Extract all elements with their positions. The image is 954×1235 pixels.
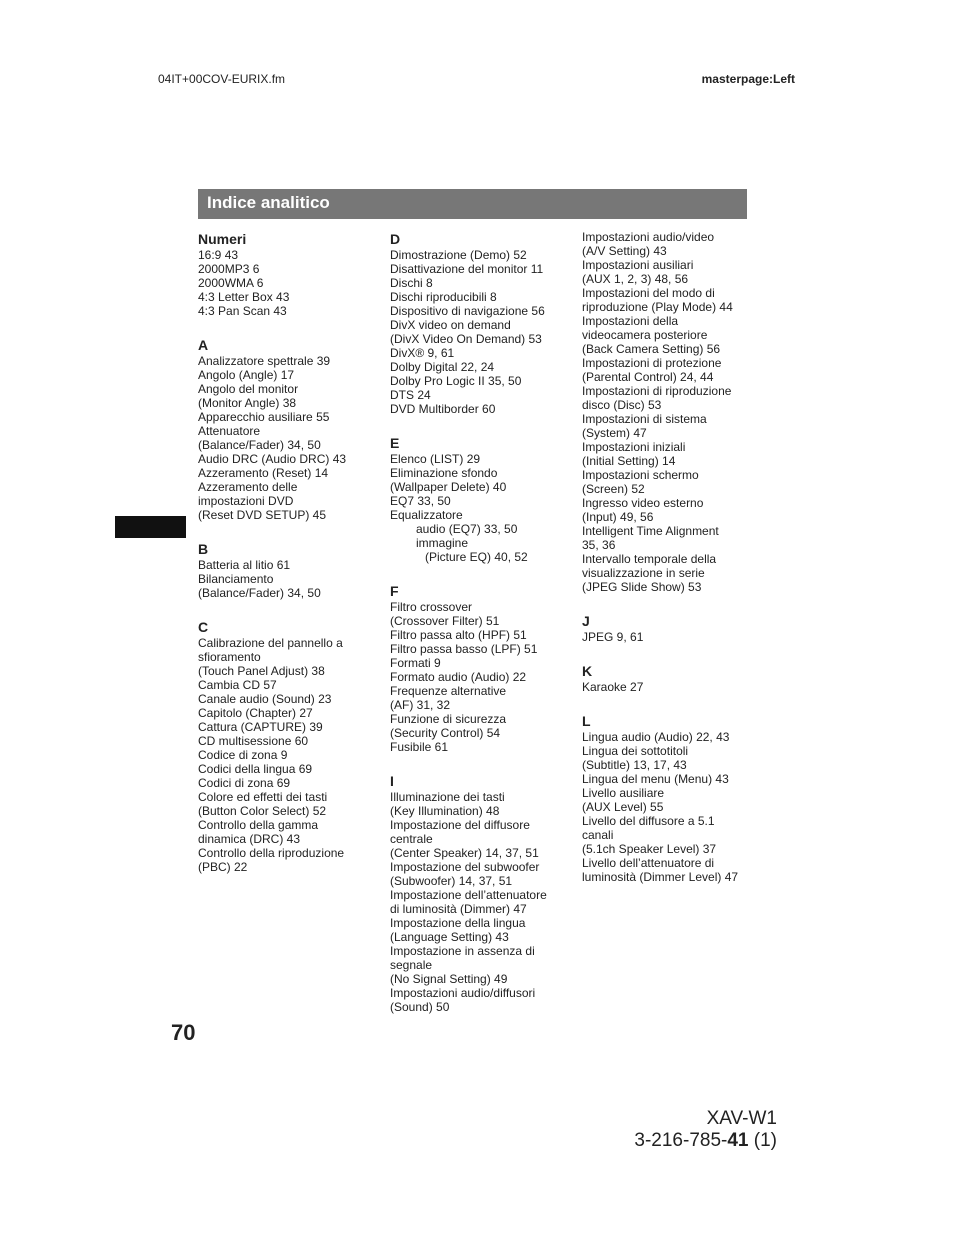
- index-entry: (Subwoofer) 14, 37, 51: [390, 874, 513, 888]
- index-entry: Apparecchio ausiliare 55: [198, 410, 330, 424]
- index-entry: (PBC) 22: [198, 860, 248, 874]
- index-section: [390, 582, 565, 754]
- index-entry: Impostazione dell’attenuatore: [390, 888, 547, 902]
- index-entry: segnale: [390, 958, 433, 972]
- index-entry: Lingua dei sottotitoli: [582, 744, 689, 758]
- index-entry: (Reset DVD SETUP) 45: [198, 508, 327, 522]
- index-entry: (System) 47: [582, 426, 647, 440]
- index-letter-heading: E: [390, 435, 400, 451]
- index-entry: Impostazioni di sistema: [582, 412, 707, 426]
- index-entry: canali: [582, 828, 614, 842]
- index-entry: (Center Speaker) 14, 37, 51: [390, 846, 539, 860]
- model-name: XAV-W1: [706, 1108, 777, 1129]
- index-entry: Filtro passa basso (LPF) 51: [390, 642, 538, 656]
- index-entry: Filtro crossover: [390, 600, 473, 614]
- section-title: Indice analitico: [207, 193, 330, 212]
- index-entry: Equalizzatore: [390, 508, 463, 522]
- file-name: 04IT+00COV-EURIX.fm: [158, 72, 286, 86]
- index-entry: (Sound) 50: [390, 1000, 450, 1014]
- index-section: [390, 772, 565, 1014]
- index-entry: Impostazione della lingua: [390, 916, 526, 930]
- index-entry: Impostazioni audio/video: [582, 230, 715, 244]
- index-entry: Colore ed effetti dei tasti: [198, 790, 328, 804]
- index-entry: Intervallo temporale della: [582, 552, 717, 566]
- index-section: [198, 230, 373, 318]
- index-entry: Disattivazione del monitor 11: [390, 262, 544, 276]
- index-entry: DivX video on demand: [390, 318, 511, 332]
- index-entry: Dispositivo di navigazione 56: [390, 304, 545, 318]
- index-entry: Angolo del monitor: [198, 382, 299, 396]
- index-entry: (Key Illumination) 48: [390, 804, 500, 818]
- index-entry: (Input) 49, 56: [582, 510, 654, 524]
- index-entry: (Monitor Angle) 38: [198, 396, 297, 410]
- index-entry: Impostazione in assenza di: [390, 944, 535, 958]
- index-entry: (5.1ch Speaker Level) 37: [582, 842, 717, 856]
- index-entry: Impostazioni iniziali: [582, 440, 686, 454]
- index-letter-heading: I: [390, 773, 394, 789]
- index-entry: (Crossover Filter) 51: [390, 614, 500, 628]
- index-entry: Codici di zona 69: [198, 776, 291, 790]
- index-entry: (AF) 31, 32: [390, 698, 451, 712]
- index-entry: Impostazioni ausiliari: [582, 258, 694, 272]
- index-entry: (Initial Setting) 14: [582, 454, 676, 468]
- index-entry: CD multisessione 60: [198, 734, 309, 748]
- index-section: [198, 618, 373, 874]
- index-letter-heading: D: [390, 231, 401, 247]
- index-entry: Eliminazione sfondo: [390, 466, 498, 480]
- index-entry: (AUX Level) 55: [582, 800, 664, 814]
- index-entry: (Button Color Select) 52: [198, 804, 327, 818]
- index-entry: Intelligent Time Alignment: [582, 524, 719, 538]
- index-entry: (Parental Control) 24, 44: [582, 370, 714, 384]
- index-entry: Bilanciamento: [198, 572, 274, 586]
- index-entry: 4:3 Pan Scan 43: [198, 304, 287, 318]
- index-entry: (DivX Video On Demand) 53: [390, 332, 542, 346]
- index-entry: (Balance/Fader) 34, 50: [198, 586, 321, 600]
- model-code-prefix: 3-216-785-: [634, 1130, 728, 1151]
- index-section: [390, 434, 565, 564]
- index-entry: Codice di zona 9: [198, 748, 288, 762]
- index-entry: (Back Camera Setting) 56: [582, 342, 721, 356]
- index-entry: (Security Control) 54: [390, 726, 501, 740]
- index-entry: impostazioni DVD: [198, 494, 294, 508]
- model-code-bold: 41: [727, 1130, 749, 1151]
- index-letter-heading: A: [198, 337, 209, 353]
- index-entry: Impostazioni schermo: [582, 468, 699, 482]
- index-entry: (AUX 1, 2, 3) 48, 56: [582, 272, 689, 286]
- index-entry: Karaoke 27: [582, 680, 644, 694]
- index-entry: immagine: [416, 536, 469, 550]
- index-entry: (Picture EQ) 40, 52: [425, 550, 528, 564]
- index-entry: (Language Setting) 43: [390, 930, 509, 944]
- index-letter-heading: J: [582, 613, 590, 629]
- index-entry: Formati 9: [390, 656, 441, 670]
- index-entry: di luminosità (Dimmer) 47: [390, 902, 527, 916]
- index-entry: DVD Multiborder 60: [390, 402, 496, 416]
- index-entry: Impostazione del diffusore: [390, 818, 530, 832]
- index-entry: sfioramento: [198, 650, 261, 664]
- index-entry: Capitolo (Chapter) 27: [198, 706, 313, 720]
- index-entry: Impostazioni del modo di: [582, 286, 715, 300]
- index-entry: Controllo della riproduzione: [198, 846, 345, 860]
- index-entry: (Subtitle) 13, 17, 43: [582, 758, 687, 772]
- index-entry: Azzeramento (Reset) 14: [198, 466, 329, 480]
- index-letter-heading: F: [390, 583, 399, 599]
- index-entry: (Wallpaper Delete) 40: [390, 480, 507, 494]
- index-entry: Livello del diffusore a 5.1: [582, 814, 715, 828]
- index-entry: Codici della lingua 69: [198, 762, 313, 776]
- index-entry: audio (EQ7) 33, 50: [416, 522, 518, 536]
- index-entry: Angolo (Angle) 17: [198, 368, 295, 382]
- index-entry: visualizzazione in serie: [582, 566, 705, 580]
- index-section: [582, 230, 757, 594]
- index-entry: (Screen) 52: [582, 482, 645, 496]
- index-entry: Ingresso video esterno: [582, 496, 704, 510]
- index-entry: Calibrazione del pannello a: [198, 636, 343, 650]
- index-entry: Azzeramento delle: [198, 480, 298, 494]
- master-page-label: masterpage:Left: [701, 72, 795, 86]
- index-entry: Impostazioni di riproduzione: [582, 384, 732, 398]
- index-entry: luminosità (Dimmer Level) 47: [582, 870, 739, 884]
- index-entry: DTS 24: [390, 388, 431, 402]
- index-entry: (JPEG Slide Show) 53: [582, 580, 702, 594]
- index-entry: 2000WMA 6: [198, 276, 264, 290]
- index-entry: Fusibile 61: [390, 740, 449, 754]
- index-entry: (A/V Setting) 43: [582, 244, 667, 258]
- index-letter-heading: Numeri: [198, 231, 247, 247]
- index-entry: Dolby Pro Logic II 35, 50: [390, 374, 522, 388]
- index-entry: (Touch Panel Adjust) 38: [198, 664, 325, 678]
- index-entry: Controllo della gamma: [198, 818, 319, 832]
- model-block: [634, 1108, 777, 1152]
- index-column-1: [198, 230, 373, 892]
- model-code: [634, 1130, 777, 1152]
- page-number: 70: [171, 1020, 196, 1045]
- index-column-3: [582, 230, 757, 902]
- index-entry: Impostazioni audio/diffusori: [390, 986, 536, 1000]
- index-entry: disco (Disc) 53: [582, 398, 662, 412]
- index-entry: Dolby Digital 22, 24: [390, 360, 495, 374]
- index-section: [198, 540, 373, 600]
- index-entry: (Balance/Fader) 34, 50: [198, 438, 321, 452]
- index-entry: Dischi riproducibili 8: [390, 290, 497, 304]
- index-entry: 16:9 43: [198, 248, 239, 262]
- index-entry: Analizzatore spettrale 39: [198, 354, 331, 368]
- index-entry: Cattura (CAPTURE) 39: [198, 720, 323, 734]
- index-letter-heading: K: [582, 663, 593, 679]
- index-entry: videocamera posteriore: [582, 328, 708, 342]
- index-section: [582, 712, 757, 884]
- index-section: [582, 612, 757, 644]
- index-entry: riproduzione (Play Mode) 44: [582, 300, 733, 314]
- index-entry: Frequenze alternative: [390, 684, 507, 698]
- index-entry: Illuminazione dei tasti: [390, 790, 505, 804]
- index-entry: Audio DRC (Audio DRC) 43: [198, 452, 347, 466]
- index-section: [582, 662, 757, 694]
- thumb-tab-marker: [115, 516, 186, 538]
- index-entry: Filtro passa alto (HPF) 51: [390, 628, 527, 642]
- index-letter-heading: C: [198, 619, 209, 635]
- index-entry: EQ7 33, 50: [390, 494, 451, 508]
- index-entry: Batteria al litio 61: [198, 558, 291, 572]
- index-entry: Dischi 8: [390, 276, 433, 290]
- index-entry: Impostazioni di protezione: [582, 356, 722, 370]
- index-entry: Lingua del menu (Menu) 43: [582, 772, 729, 786]
- index-entry: Impostazione del subwoofer: [390, 860, 540, 874]
- index-entry: 35, 36: [582, 538, 616, 552]
- index-entry: Funzione di sicurezza: [390, 712, 507, 726]
- index-entry: Livello dell’attenuatore di: [582, 856, 715, 870]
- index-section: [198, 336, 373, 522]
- index-entry: Lingua audio (Audio) 22, 43: [582, 730, 730, 744]
- index-letter-heading: L: [582, 713, 591, 729]
- index-letter-heading: B: [198, 541, 209, 557]
- index-entry: DivX® 9, 61: [390, 346, 455, 360]
- index-entry: Canale audio (Sound) 23: [198, 692, 332, 706]
- index-entry: Livello ausiliare: [582, 786, 665, 800]
- index-entry: Dimostrazione (Demo) 52: [390, 248, 527, 262]
- index-entry: JPEG 9, 61: [582, 630, 644, 644]
- section-title-bar: [198, 189, 747, 219]
- index-section: [390, 230, 565, 416]
- index-entry: 2000MP3 6: [198, 262, 260, 276]
- index-entry: centrale: [390, 832, 433, 846]
- index-column-2: [390, 230, 565, 1032]
- index-entry: dinamica (DRC) 43: [198, 832, 301, 846]
- index-entry: Attenuatore: [198, 424, 261, 438]
- index-entry: Impostazioni della: [582, 314, 679, 328]
- index-entry: Cambia CD 57: [198, 678, 277, 692]
- index-entry: (No Signal Setting) 49: [390, 972, 508, 986]
- model-code-suffix: (1): [748, 1130, 777, 1151]
- index-entry: Elenco (LIST) 29: [390, 452, 481, 466]
- index-entry: Formato audio (Audio) 22: [390, 670, 527, 684]
- index-entry: 4:3 Letter Box 43: [198, 290, 290, 304]
